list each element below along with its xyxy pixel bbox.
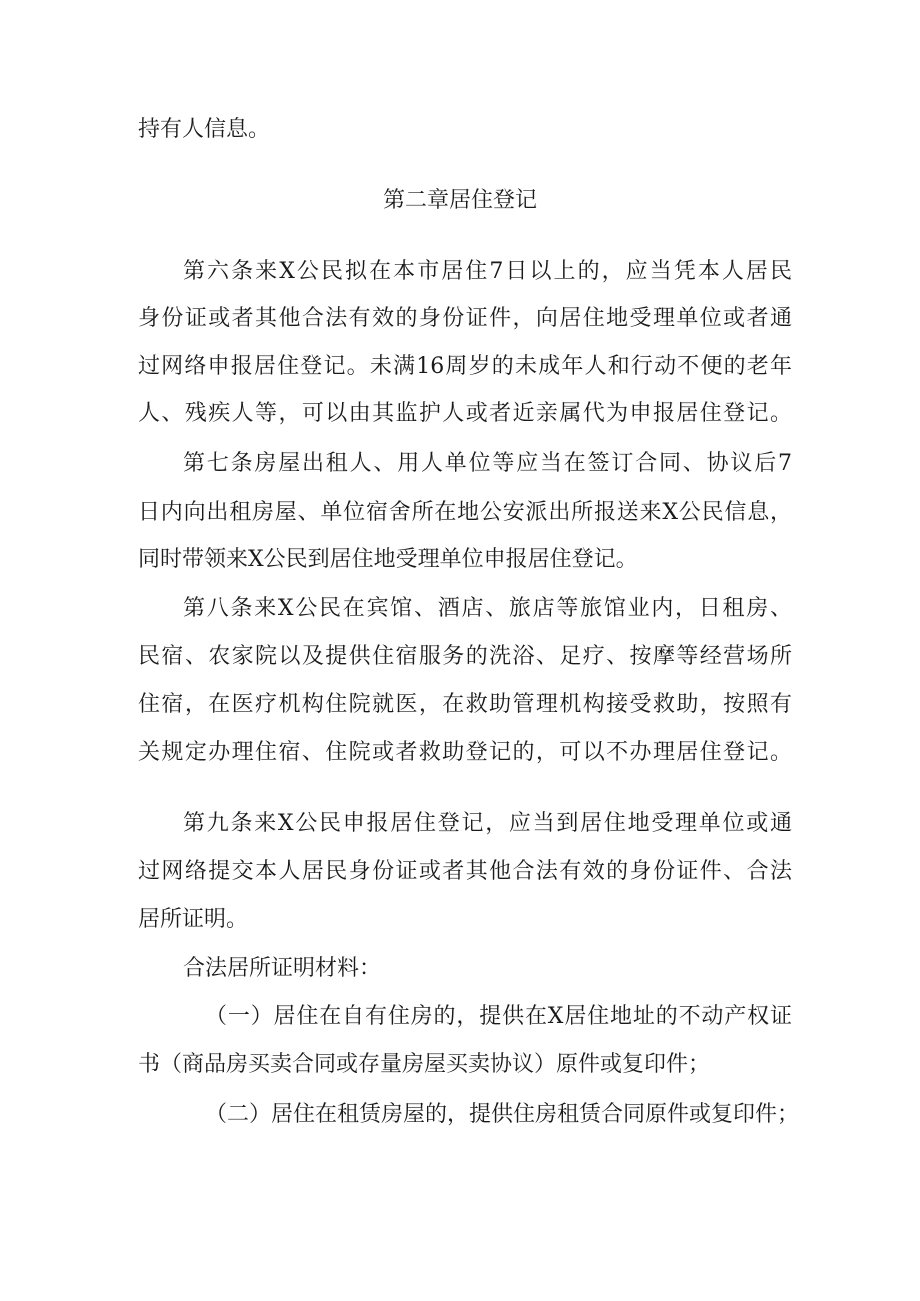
text-line: 过网络提交本人居民身份证或者其他合法有效的身份证件、合法 [138, 859, 792, 884]
text-line: 身份证或者其他合法有效的身份证件，向居住地受理单位或者通 [138, 306, 792, 331]
text-line: 日内向出租房屋、单位宿舍所在地公安派出所报送来X公民信息， [138, 500, 792, 525]
chapter-heading: 第二章居住登记 [382, 188, 537, 213]
text-line: 人、残疾人等，可以由其监护人或者近亲属代为申报居住登记。 [138, 401, 792, 426]
text-line: 民宿、农家院以及提供住宿服务的洗浴、足疗、按摩等经营场所 [138, 644, 792, 669]
text-line: 过网络申报居住登记。未满16周岁的未成年人和行动不便的老年 [138, 354, 792, 379]
text-line: 持有人信息。 [138, 117, 271, 142]
text-line: 合法居所证明材料： [183, 956, 382, 981]
text-line: 书（商品房买卖合同或存量房屋买卖协议）原件或复印件； [138, 1052, 711, 1077]
text-line: （二）居住在租赁房屋的，提供住房租赁合同原件或复印件； [205, 1102, 800, 1127]
text-line: 居所证明。 [138, 907, 249, 932]
text-line: 第六条来X公民拟在本市居住7日以上的，应当凭本人居民 [183, 259, 792, 284]
text-line: 第九条来X公民申报居住登记，应当到居住地受理单位或通 [183, 811, 792, 836]
text-line: 住宿，在医疗机构住院就医，在救助管理机构接受救助，按照有 [138, 692, 792, 717]
text-line: 第八条来X公民在宾馆、酒店、旅店等旅馆业内，日租房、 [183, 596, 792, 621]
text-line: 关规定办理住宿、住院或者救助登记的，可以不办理居住登记。 [138, 740, 792, 765]
text-line: 第七条房屋出租人、用人单位等应当在签订合同、协议后7 [183, 451, 792, 476]
text-line: 同时带领来X公民到居住地受理单位申报居住登记。 [138, 547, 638, 572]
text-line: （一）居住在自有住房的，提供在X居住地址的不动产权证 [205, 1004, 792, 1029]
